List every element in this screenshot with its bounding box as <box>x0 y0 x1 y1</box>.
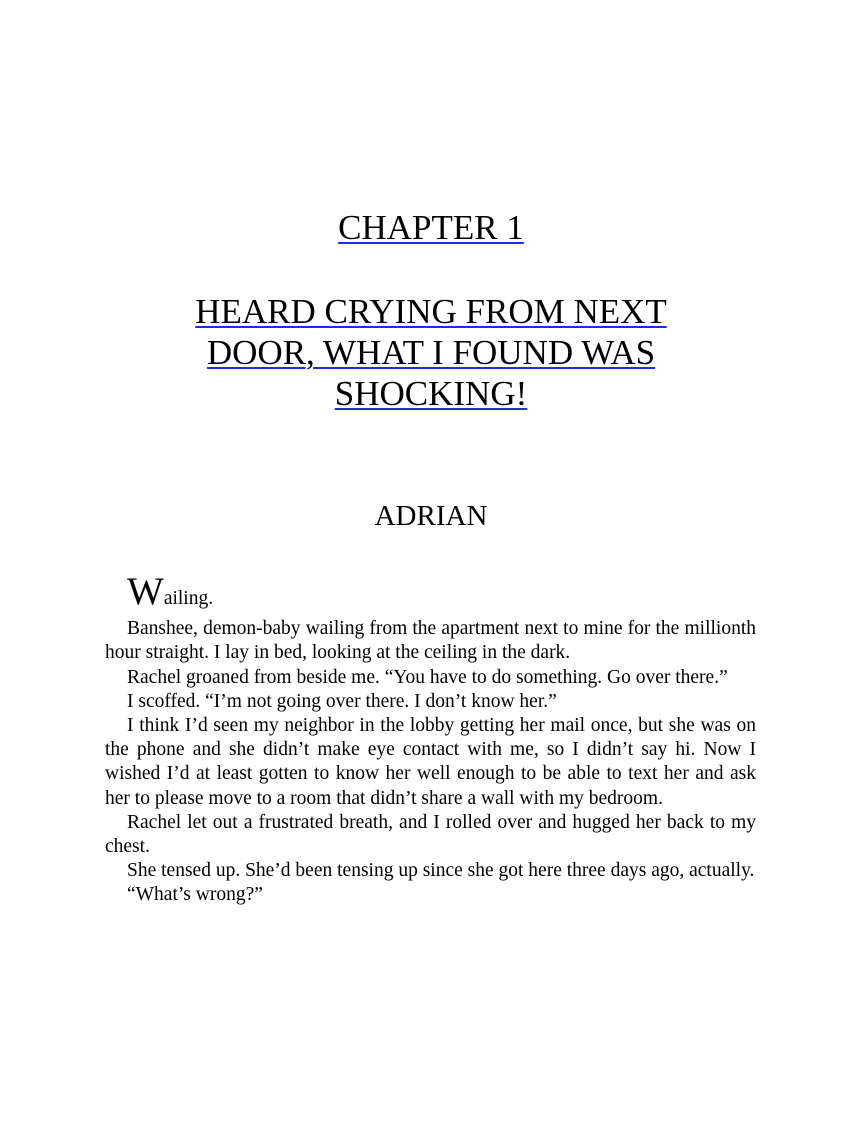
opening-text: ailing. <box>163 588 214 609</box>
chapter-body <box>105 570 756 908</box>
paragraph: She tensed up. She’d been tensing up since she got here three days ago, actually. <box>127 860 755 882</box>
drop-cap: W <box>127 570 164 613</box>
chapter-number <box>0 207 862 249</box>
paragraph: Rachel groaned from beside me. “You have to do something. Go over there.” <box>127 666 728 688</box>
opening-paragraph <box>105 570 756 613</box>
paragraph: I scoffed. “I’m not going over there. I don’t know her.” <box>127 690 557 712</box>
pov-character-heading: ADRIAN <box>374 500 488 532</box>
chapter-title <box>180 291 682 414</box>
chapter-title-link[interactable]: HEARD CRYING FROM NEXT DOOR, WHAT I FOUND WAS SHOCKING! <box>195 292 667 413</box>
paragraph: Banshee, demon-baby wailing from the apartment next to mine for the millionth hour straight. I lay in bed, looking at the ceiling in the dark. <box>105 618 756 664</box>
chapter-number-link[interactable]: CHAPTER 1 <box>338 208 524 247</box>
paragraph: Rachel let out a frustrated breath, and I rolled over and hugged her back to my chest. <box>105 811 756 858</box>
paragraph: I think I’d seen my neighbor in the lobby getting her mail once, but she was on the phone and she didn’t make eye contact with me, so I didn’t say hi. Now I wished I’d at least gotten to know her well enough to be able to text her and ask her to please move to a room that didn’t share a wall with my bedroom. <box>105 715 756 809</box>
paragraph: “What’s wrong?” <box>127 884 263 906</box>
